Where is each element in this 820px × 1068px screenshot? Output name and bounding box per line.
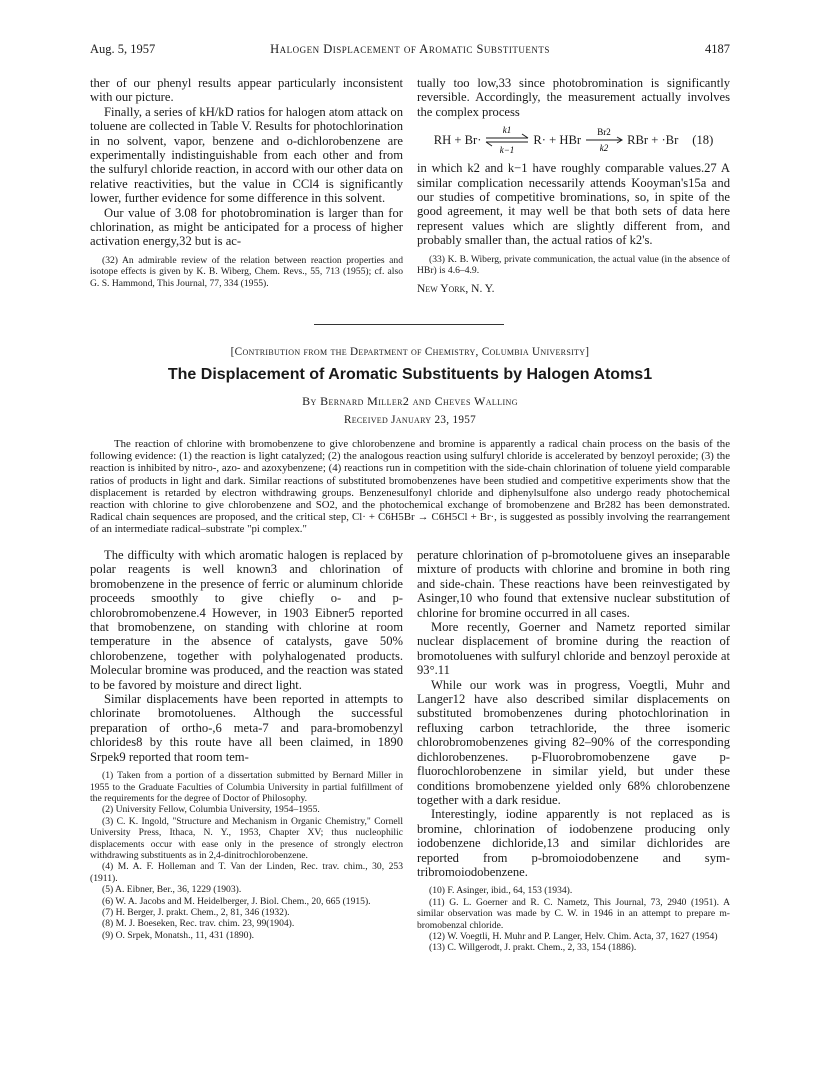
footnote: (32) An admirable review of the relation between reaction properties and isotope effects is given by K. B. Wiberg, Chem. Revs., 55, 713 (1955); cf. also G. S. Hammond, This Journal, 77, 334 (1955). [90,254,403,289]
footnote: (11) G. L. Goerner and R. C. Nametz, This Journal, 73, 2940 (1951). A similar observation was made by C. W. in 1946 in an attempt to prepare m-bromobenzal chloride. [417,896,730,931]
running-head [90,42,730,60]
location: New York, N. Y. [417,283,495,296]
equilibrium-arrow-icon [484,125,530,155]
footnote: (1) Taken from a portion of a dissertation submitted by Bernard Miller in 1955 to the Graduate Faculties of Columbia University in partial fulfillment of the requirements for the degree of Doctor of Philosophy. [90,770,403,804]
footnote: (7) H. Berger, J. prakt. Chem., 2, 81, 346 (1932). [102,906,290,918]
footnote: (8) M. J. Boeseken, Rec. trav. chim. 23, 99(1904). [102,918,295,930]
reagent-br2: Br2 [597,127,611,138]
paragraph: Similar displacements have been reported in attempts to chlorinate bromotoluenes. Although the successful preparation of ortho-,6 meta-7 and para-bromobenzyl chlorides8 by this route have all been claimed, in 1890 Srpek9 reported that room tem- [90,692,403,764]
footnotes [90,770,403,941]
footnote: (10) F. Asinger, ibid., 64, 153 (1934). [429,885,573,897]
footnotes [90,255,403,289]
page-number: 4187 [705,42,730,56]
equation-products: RBr + ·Br [627,133,679,148]
reaction-arrow-icon [584,125,624,155]
footnote: (6) W. A. Jacobs and M. Heidelberger, J. Biol. Chem., 20, 665 (1915). [102,895,371,907]
footnote: (12) W. Voegtli, H. Muhr and P. Langer, Helv. Chim. Acta, 37, 1627 (1954) [429,930,718,942]
footnote: (4) M. A. F. Holleman and T. Van der Linden, Rec. trav. chim., 30, 253 (1911). [90,861,403,884]
equation-reactants: RH + Br· [433,133,482,148]
rate-constant-k-minus-1: k−1 [500,145,515,156]
footnote: (5) A. Eibner, Ber., 36, 1229 (1903). [102,884,242,896]
abstract [90,438,730,536]
footnotes [417,885,730,953]
footnotes [417,254,730,277]
running-head-date: Aug. 5, 1957 [90,42,156,56]
paragraph: ther of our phenyl results appear particularly inconsistent with our picture. [90,76,403,105]
received-date: Received January 23, 1957 [343,414,477,426]
prev-article-right-column [417,76,730,297]
paragraph: in which k2 and k−1 have roughly comparable values.27 A similar complication necessarily attends Kooyman's15a and our studies of competitive brominations, so, in spite of the good agreement, it may well be that both sets of data here represent values which are slightly different from, and probably smaller than, the actual ratios of k2's. [417,161,730,248]
article-title: The Displacement of Aromatic Substituents by Halogen Atoms1 [167,366,653,383]
paragraph: Our value of 3.08 for photobromination is larger than for chlorination, as might be anticipated for a process of higher activation energy,32 but is ac- [90,205,403,249]
footnote: (3) C. K. Ingold, "Structure and Mechanism in Organic Chemistry," Cornell University Press, Ithaca, N. Y., 1953, Chapter XV; thus nucleophilic displacements occur with ease only in the presence of strongly electron withdrawing substituents as in 2,4-dinitrochlorobenzene. [90,815,403,861]
equation-intermediates: R· + HBr [533,133,582,148]
body-left-column [90,548,403,941]
article-divider [314,324,504,325]
running-head-title: Halogen Displacement of Aromatic Substituents [270,42,550,56]
paragraph: The difficulty with which aromatic halogen is replaced by polar reagents is well known3 and chlorination of bromobenzene in the presence of ferric or aluminum chloride proceeds smoothly to give chiefly o- and p-chlorobromobenzene.4 However, in 1903 Eibner5 reported that bromobenzene, on standing with chlorine at room temperature in the absence of catalysts, gave 50% chlorobenzene, together with polyhalogenated products. Molecular bromine was produced, and the reaction was stated to be favored by moisture and direct light. [90,548,403,692]
rate-constant-k2: k2 [599,143,609,154]
paragraph: While our work was in progress, Voegtli, Muhr and Langer12 have also described similar displacements on substituted bromobenzenes during photochlorination in refluxing carbon tetrachloride, the three isomeric chlorobromobenzenes giving 82–90% of the corresponding dichlorobenzenes. p-Fluorobromobenzene gave p-fluorochlorobenzene in similar yield, but under these conditions bromobenzene yielded only 68% chlorobenzene together with a dark residue. [417,677,730,807]
rate-constant-k1: k1 [503,125,512,136]
paragraph: Interestingly, iodine apparently is not replaced as is bromine, chlorination of iodobenzene producing only iodobenzene dichloride,13 and similar dichlorides are reported from p-bromoiodobenzene and sym-tribromoiodobenzene. [417,807,730,879]
contribution-line: [Contribution from the Department of Chemistry, Columbia University] [230,346,590,358]
prev-article-left-column [90,76,403,289]
abstract-text: The reaction of chlorine with bromobenzene to give chlorobenzene and bromine is apparently a radical chain process on the basis of the following evidence: (1) the reaction is light catalyzed; (2) the analogous reaction using sulfuryl chloride is accelerated by benzoyl peroxide; (3) the reaction is inhibited by nitro-, azo- and azoxybenzene; (4) reactions run in competition with the side-chain chlorination of toluene yield comparable ratios of products in light and dark. Similar reactions of substituted bromobenzenes have been studied and competitive experiments show that the displacement is retarded by electron withdrawing groups. Benzenesulfonyl chloride and diphenylsulfone also undergo ready photochemical reaction with chlorine to give chlorobenzene and SO2, and the photochemical exchange of bromobenzene and Br282 has been demonstrated. Radical chain sequences are proposed, and the critical step, Cl· + C6H5Br → C6H5Cl + Br·, is suggested as possibly involving the rearrangement of an intermediate radical–substrate "pi complex." [90,438,730,536]
footnote: (9) O. Srpek, Monatsh., 11, 431 (1890). [102,929,255,941]
equation-18 [417,125,730,155]
paragraph: tually too low,33 since photobromination is significantly reversible. Accordingly, the measurement actually involves the complex process [417,76,730,119]
paragraph: More recently, Goerner and Nametz reported similar nuclear displacement of bromine during the reaction of bromotoluenes with sulfuryl chloride and benzoyl peroxide at 93°.11 [417,620,730,678]
body-right-column [417,548,730,954]
paragraph: perature chlorination of p-bromotoluene gives an inseparable mixture of products with chlorine and bromine in both ring and side-chain. These reactions have been reinvestigated by Asinger,10 who found that extensive nuclear substitution of chlorine for bromine occurred in all cases. [417,548,730,620]
paragraph: Finally, a series of kH/kD ratios for halogen atom attack on toluene are collected in Table V. Results for photochlorination in no solvent, vapor, benzene and o-dichlorobenzene are experimentally indistinguishable from each other and from the sulfuryl chloride reaction, in accord with our other data on relative reactivities, but the value in CCl4 is significantly lower, further evidence for some difference in this solvent. [90,104,403,206]
article-authors: By Bernard Miller2 and Cheves Walling [302,394,518,408]
footnote: (2) University Fellow, Columbia University, 1954–1955. [102,804,320,816]
equation-number: (18) [692,133,714,148]
footnote: (33) K. B. Wiberg, private communication, the actual value (in the absence of HBr) is 4.6–4.9. [417,253,730,277]
footnote: (13) C. Willgerodt, J. prakt. Chem., 2, 33, 154 (1886). [429,942,637,954]
